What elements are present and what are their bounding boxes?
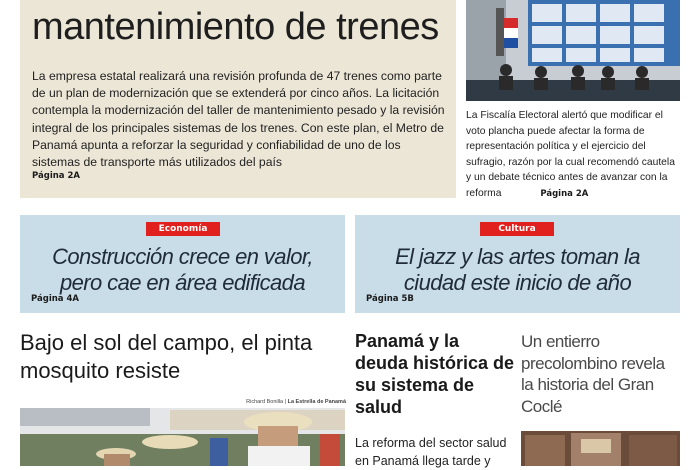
story-entierro-headline[interactable]: Un entierro precolombino revela la historia del Gran Coclé — [521, 332, 665, 416]
photo-caption — [466, 108, 680, 202]
story-salud-headline[interactable]: Panamá y la deuda histórica de su sistema de salud — [355, 331, 515, 417]
photo-credit-outlet: La Estrella de Panamá — [287, 399, 346, 405]
campo-image — [20, 408, 345, 466]
story-salud-body-text: La reforma del sector salud en Panamá llega tarde y — [355, 436, 507, 468]
photo-page-ref[interactable]: Página 2A — [540, 188, 589, 199]
entierro-photo[interactable] — [521, 431, 680, 466]
photo-caption-text: La Fiscalía Electoral alertó que modificar el voto plancha puede afectar la forma de representación política y el ejercicio del sufragio, razón por la cual recomendó cautela y un debate técnico antes de avanzar con la reforma — [466, 110, 675, 199]
lead-headline[interactable]: mantenimiento de trenes — [32, 6, 439, 48]
campo-photo[interactable] — [20, 408, 345, 466]
card-economia-line2: pero cae en área edificada — [60, 270, 305, 295]
card-economia-line1: Construcción crece en valor, — [52, 244, 313, 269]
press-conference-image — [466, 0, 680, 101]
section-tag-economia[interactable]: Economía — [146, 222, 220, 236]
photo-credit — [200, 399, 346, 405]
card-economia-page-ref[interactable]: Página 4A — [31, 294, 79, 304]
lead-page-ref[interactable]: Página 2A — [32, 171, 80, 181]
photo-credit-name: Richard Bonilla | — [246, 399, 287, 405]
press-conference-photo[interactable] — [466, 0, 680, 101]
section-tag-cultura[interactable]: Cultura — [480, 222, 554, 236]
card-cultura-line1: El jazz y las artes toman la — [395, 244, 640, 269]
card-cultura-headline[interactable] — [355, 244, 680, 296]
card-economia-headline[interactable] — [20, 244, 345, 296]
card-cultura-line2: ciudad este inicio de año — [403, 270, 632, 295]
lead-body-text: La empresa estatal realizará una revisión profunda de 47 trenes como parte de un plan de modernización que se extenderá por cinco años. La licitación contempla la modernización del taller de mantenimiento pesado y la revisión integral de los principales sistemas de los trenes. Con este plan, el Metro de Panamá apunta a reforzar la seguridad y confiabilidad de uno de los sistemas de transporte más utilizados del país — [32, 69, 445, 170]
card-cultura-page-ref[interactable]: Página 5B — [366, 294, 414, 304]
story-campo-headline[interactable]: Bajo el sol del campo, el pinta mosquito resiste — [20, 330, 313, 383]
entierro-image — [521, 431, 680, 466]
